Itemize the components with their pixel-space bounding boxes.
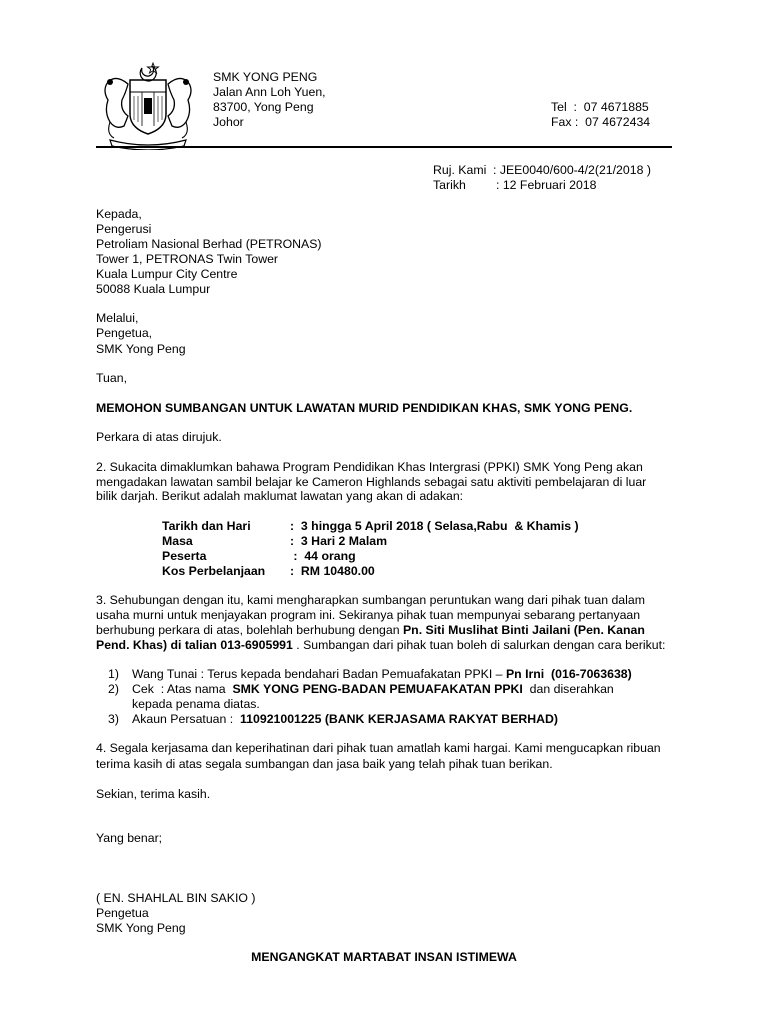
detail-label: Tarikh dan Hari xyxy=(162,519,251,533)
letter-subject: MEMOHON SUMBANGAN UNTUK LAWATAN MURID PENDIDIKAN KHAS, SMK YONG PENG. xyxy=(96,401,633,415)
paragraph-3-line xyxy=(96,623,645,638)
address-line: 83700, Yong Peng xyxy=(213,100,314,114)
contact-phone: Pend. Khas) di talian 013-6905991 xyxy=(96,638,293,652)
school-name: SMK YONG PENG xyxy=(213,70,318,84)
telephone-number: Tel : 07 4671885 xyxy=(551,100,649,114)
recipient-line: Petroliam Nasional Berhad (PETRONAS) xyxy=(96,237,322,251)
date-value: : 12 Februari 2018 xyxy=(496,178,597,192)
address-line: Johor xyxy=(213,115,244,129)
signatory-organization: SMK Yong Peng xyxy=(96,921,186,935)
detail-label: Kos Perbelanjaan xyxy=(162,564,266,578)
contact-person: Pn. Siti Muslihat Binti Jailani (Pen. Kanan xyxy=(402,623,645,637)
salutation: Tuan, xyxy=(96,371,127,385)
via-line: Pengetua, xyxy=(96,326,153,340)
payment-item-text: Wang Tunai : Terus kepada bendahari Badan Pemuafakatan PPKI – xyxy=(132,667,506,681)
list-number: 3) xyxy=(108,712,119,726)
header-divider xyxy=(96,146,672,148)
paragraph-2-line: bilik darjah. Berikut adalah maklumat lawatan yang akan di adakan: xyxy=(96,489,464,503)
recipient-line: Pengerusi xyxy=(96,222,152,236)
payment-item-continuation: kepada penama diatas. xyxy=(132,697,260,711)
signatory-name: ( EN. SHAHLAL BIN SAKIO ) xyxy=(96,891,256,905)
paragraph-3-line xyxy=(96,638,665,653)
payment-item-bold: Pn Irni (016-7063638) xyxy=(505,667,632,681)
payment-item-text: Cek : Atas nama xyxy=(132,682,233,696)
via-line: Melalui, xyxy=(96,311,139,325)
reference-value: : JEE0040/600-4/2(21/2018 ) xyxy=(493,163,651,177)
paragraph-3-line: usaha murni untuk menjayakan program ini. Sekiranya pihak tuan mempunyai sebarang pertanyaan xyxy=(96,608,641,622)
paragraph-reference: Perkara di atas dirujuk. xyxy=(96,430,222,444)
signatory-title: Pengetua xyxy=(96,906,149,920)
detail-value: : 3 Hari 2 Malam xyxy=(290,534,388,548)
recipient-line: Kuala Lumpur City Centre xyxy=(96,267,238,281)
paragraph-2-line: 2. Sukacita dimaklumkan bahawa Program Pendidikan Khas Intergrasi (PPKI) SMK Yong Peng akan xyxy=(96,460,643,474)
paragraph-4-line: 4. Segala kerjasama dan keperihatinan dari pihak tuan amatlah kami hargai. Kami mengucapkan ribuan xyxy=(96,741,661,755)
payment-item-text: dan diserahkan xyxy=(522,682,614,696)
detail-label: Masa xyxy=(162,534,193,548)
recipient-line: 50088 Kuala Lumpur xyxy=(96,282,211,296)
payment-item-bold: 110921001225 (BANK KERJASAMA RAKYAT BERHAD) xyxy=(240,712,559,726)
paragraph-2-line: mengadakan lawatan sambil belajar ke Cameron Highlands sebagai satu aktiviti pembelajaran di luar xyxy=(96,475,647,489)
fax-number: Fax : 07 4672434 xyxy=(551,115,651,129)
date-label: Tarikh xyxy=(433,178,466,192)
recipient-line: Kepada, xyxy=(96,207,142,221)
recipient-line: Tower 1, PETRONAS Twin Tower xyxy=(96,252,279,266)
reference-label: Ruj. Kami xyxy=(433,163,487,177)
malaysia-coat-of-arms-icon xyxy=(96,60,200,150)
signoff-text: Yang benar; xyxy=(96,831,163,845)
paragraph-3-text: . Sumbangan dari pihak tuan boleh di salurkan dengan cara berikut: xyxy=(292,638,666,652)
address-line: Jalan Ann Loh Yuen, xyxy=(213,85,326,99)
closing-text: Sekian, terima kasih. xyxy=(96,787,211,801)
payment-item xyxy=(132,667,672,682)
payment-item xyxy=(132,682,672,697)
payment-item-text: Akaun Persatuan : xyxy=(132,712,241,726)
detail-label: Peserta xyxy=(162,549,207,563)
payment-item-bold: SMK YONG PENG-BADAN PEMUAFAKATAN PPKI xyxy=(232,682,523,696)
detail-value: : RM 10480.00 xyxy=(290,564,375,578)
paragraph-4-line: terima kasih di atas segala sumbangan dan jasa baik yang telah pihak tuan berikan. xyxy=(96,757,553,771)
list-number: 2) xyxy=(108,682,119,696)
payment-item xyxy=(132,712,672,727)
detail-value: : 3 hingga 5 April 2018 ( Selasa,Rabu & Khamis ) xyxy=(290,519,579,533)
paragraph-3-text: berhubung perkara di atas, bolehlah berhubung dengan xyxy=(96,623,403,637)
list-number: 1) xyxy=(108,667,119,681)
detail-value: : 44 orang xyxy=(290,549,356,563)
school-motto: MENGANGKAT MARTABAT INSAN ISTIMEWA xyxy=(251,950,517,964)
paragraph-3-line: 3. Sehubungan dengan itu, kami mengharapkan sumbangan peruntukan wang dari pihak tuan dalam xyxy=(96,593,645,607)
via-line: SMK Yong Peng xyxy=(96,342,186,356)
